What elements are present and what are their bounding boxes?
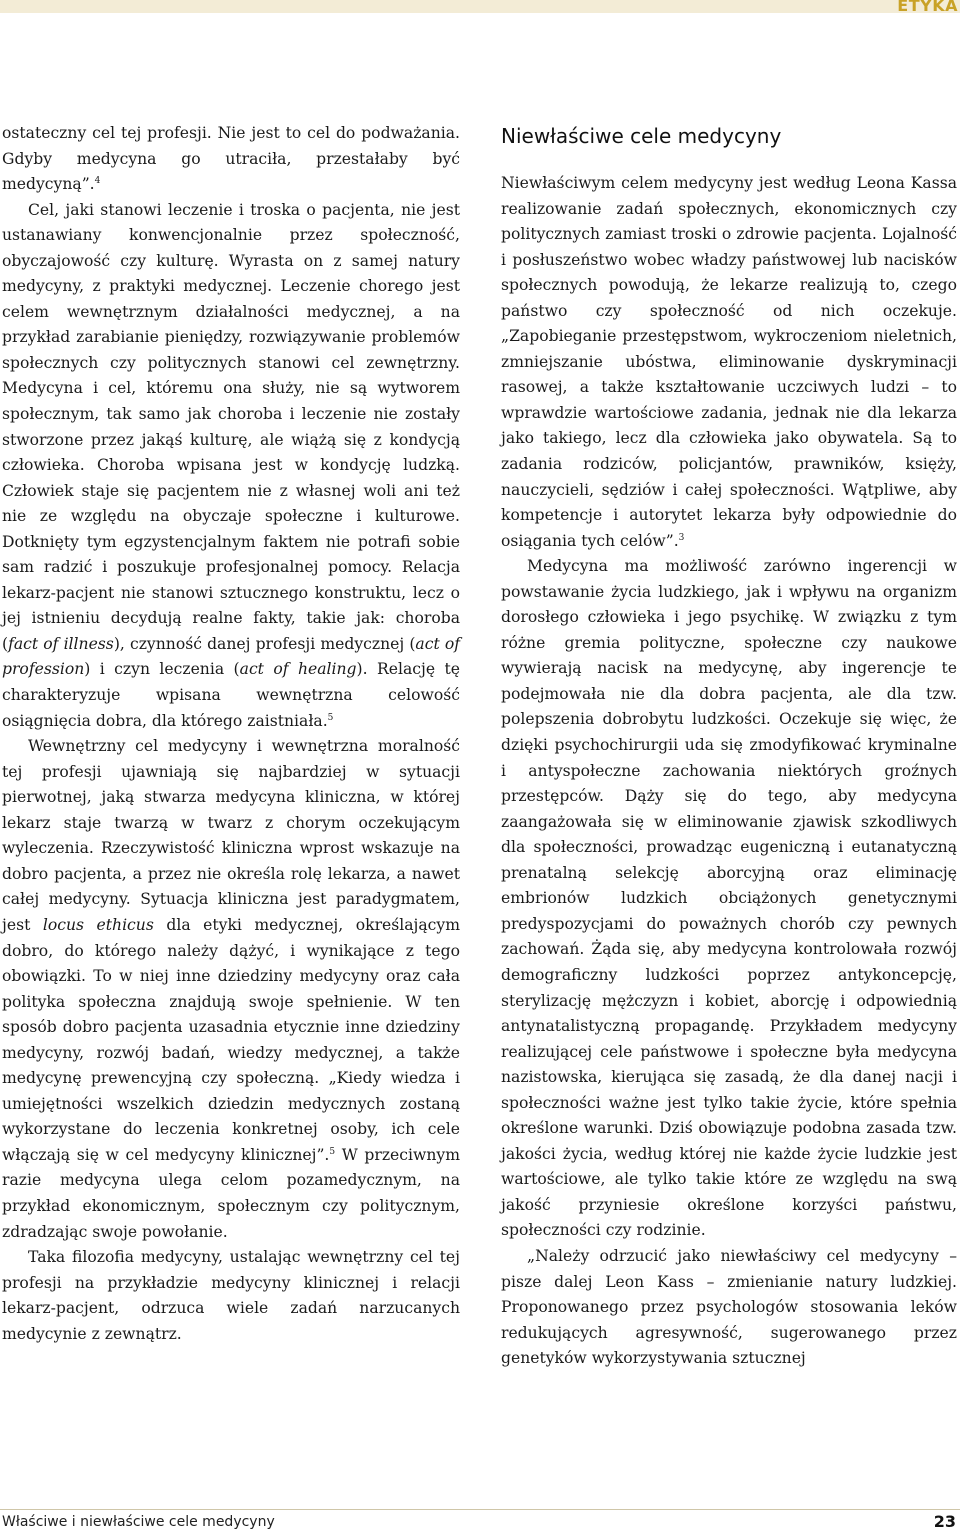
paragraph [501,171,957,554]
left-column [2,121,460,1347]
text-run: ). Relację tę charakteryzuje wpisana wewnętrzna celowość osiągnięcia dobra, dla którego zaistniała. [2,660,460,730]
footnote-ref: 5 [327,712,334,723]
text-run: ) i czyn leczenia ( [84,660,240,679]
footnote-ref: 4 [94,176,101,187]
paragraph: Taka filozofia medycyny, ustalając wewnętrzny cel tej profesji na przykładzie medycyny klinicznej i relacji lekarz-pacjent, odrzuca wiele zadań narzucanych medycynie z zewnątrz. [2,1248,460,1343]
paragraph [2,121,460,198]
section-label: ETYKA [897,0,958,15]
italic-term: locus ethicus [42,915,154,934]
footnote-ref: 5 [329,1146,336,1157]
text-run: dla etyki medycznej, określającym dobro, do którego należy dążyć, i wynikające z tego obowiązki. To w niej inne dziedziny medycyny oraz cała polityka społeczna znajdują swoje spełnienie. W ten sposób dobro pacjenta uzasadnia etycznie inne dziedziny medycyny, rozwój badań, wiedzy medycznej, a także medycynę prewencyjną czy społeczną. „Kiedy wiedza i umiejętności wszelkich dziedzin medycznych zostaną wykorzystane do leczenia konkretnej osoby, ich cele włączają się w cel medycyny klinicznej”. [2,915,461,1164]
paragraph [2,198,460,734]
paragraph: Medycyna ma możliwość zarówno ingerencji w powstawanie życia ludzkiego, jak i wpływu na organizm dorosłego człowieka i jego psychikę. W związku z tym różne gremia polityczne, społeczne czy naukowe wywierają nacisk na medycynę, aby ingerencje te podejmowała nie dla dobra pacjenta, ale dla tzw. polepszenia dobrobytu ludzkości. Oczekuje się więc, że dzięki psychochirurgii uda się zmodyfikować kryminalne i antyspołeczne zachowania niektórych groźnych przestępców. Dąży się do tego, aby medycyna zaangażowała się w eliminowanie zjawisk szkodliwych dla społeczności, prowadząc eugeniczną i eutanatyczną prenatalną selekcję aborcyjną oraz eliminację embrionów ludzkich obciążonych genetycznymi predyspozycjami do poważnych chorób czy pewnych zachowań. Żąda się, aby medycyna kontrolowała rozwój demograficzny ludzkości poprzez antykoncepcję, sterylizację mężczyzn i kobiet, aborcję i odpowiednią antynatalistyczną propagandę. Przykładem medycyny realizującej cele państwowe i społeczne była medycyna nazistowska, kierująca się zasadą, że dla danej nacji i społeczności ważne jest tylko takie życie, które spełnia określone warunki. Dziś obowiązuje podobna zasada tzw. jakości życia, według której nie każde życie ludzkie jest wartościowe, ale tylko takie które ze względu na swą jakość przyniesie określone korzyści państwu, społeczności czy rodzinie. [501,557,957,1240]
text-run: Niewłaściwym celem medycyny jest według Leona Kassa realizowanie zadań społecznych, ekonomicznych czy politycznych zamiast troski o zdrowie pacjenta. Lojalność i posłuszeństwo wobec władzy państwowej lub nacisków społecznych powodują, że lekarze realizują to, czego państwo czy społeczność od nich oczekuje. „Zapobieganie przestępstwom, wykroczeniom nieletnich, zmniejszanie ubóstwa, eliminowanie dyskryminacji rasowej, a także kształtowanie uczciwych ludzi – to wprawdzie wartościowe zadania, jednak nie dla lekarza jako takiego, lecz dla człowieka jako obywatela. Są to zadania rodziców, policjantów, prawników, księży, nauczycieli, sędziów i całej społeczności. Wątpliwe, aby kompetencje i autorytet lekarza były odpowiednie do osiągania tych celów”. [501,174,957,550]
footer-divider [0,1509,960,1510]
page-number: 23 [933,1512,956,1531]
italic-term: fact of illness [8,634,114,653]
text-run: W przeciwnym razie medycyna ulega celom pozamedycznym, na przykład ekonomicznym, społecznym czy politycznym, zdradzając swoje powołanie. [2,1145,460,1241]
section-heading: Niewłaściwe cele medycyny [501,124,782,148]
footnote-ref: 3 [678,532,685,543]
text-run: Wewnętrzny cel medycyny i wewnętrzna moralność tej profesji ujawniają się najbardziej w sytuacji pierwotnej, jaką stwarza medycyna kliniczna, w której lekarz staje twarzą w twarz z chorym oczekującym wyleczenia. Rzeczywistość kliniczna wprost wskazuje na dobro pacjenta, a przez nie określa rolę lekarza, a nawet całej medycyny. Sytuacja kliniczna jest paradygmatem, jest [2,737,460,934]
header-bar [0,0,960,13]
text-run: ), czynność danej profesji medycznej ( [113,634,416,653]
paragraph [2,734,460,1245]
italic-term: act of profession [2,634,460,679]
text-run: Cel, jaki stanowi leczenie i troska o pacjenta, nie jest ustanawiany konwencjonalnie przez społeczność, obyczajowość czy kulturę. Wyrasta on z samej natury medycyny, z praktyki medycznej. Leczenie chorego jest celem wewnętrznym działalności medycznej, a na przykład zarabianie pieniędzy, rozwiązywanie problemów społecznych czy politycznych stanowi cel zewnętrzny. Medycyna i cel, któremu ona służy, nie są wytworem społecznym, tak samo jak choroba i leczenie nie zostały stworzone przez jakąś kulturę, ale wiążą się z kondycją człowieka. Choroba wpisana jest w kondycję ludzką. Człowiek staje się pacjentem nie z własnej woli ani też nie ze względu na obyczaje społeczne i kulturowe. Dotknięty tym egzystencjalnym faktem nie potrafi sobie sam radzić i poszukuje profesjonalnej pomocy. Relacja lekarz-pacjent nie stanowi sztucznego konstruktu, lecz o jej istnieniu decydują realne fakty, takie jak: choroba ( [2,200,460,653]
running-footer-title: Właściwe i niewłaściwe cele medycyny [2,1514,275,1530]
right-column [501,122,957,1372]
italic-term: act of healing [239,660,357,679]
text-run: ostateczny cel tej profesji. Nie jest to cel do podważania. Gdyby medycyna go utraciła, przestałaby być medycyną”. [2,124,460,194]
paragraph: „Należy odrzucić jako niewłaściwy cel medycyny – pisze dalej Leon Kass – zmienianie natury ludzkiej. Proponowanego przez psychologów stosowania leków redukujących agresywność, sugerowanego przez genetyków wykorzystywania sztucznej [501,1246,957,1368]
